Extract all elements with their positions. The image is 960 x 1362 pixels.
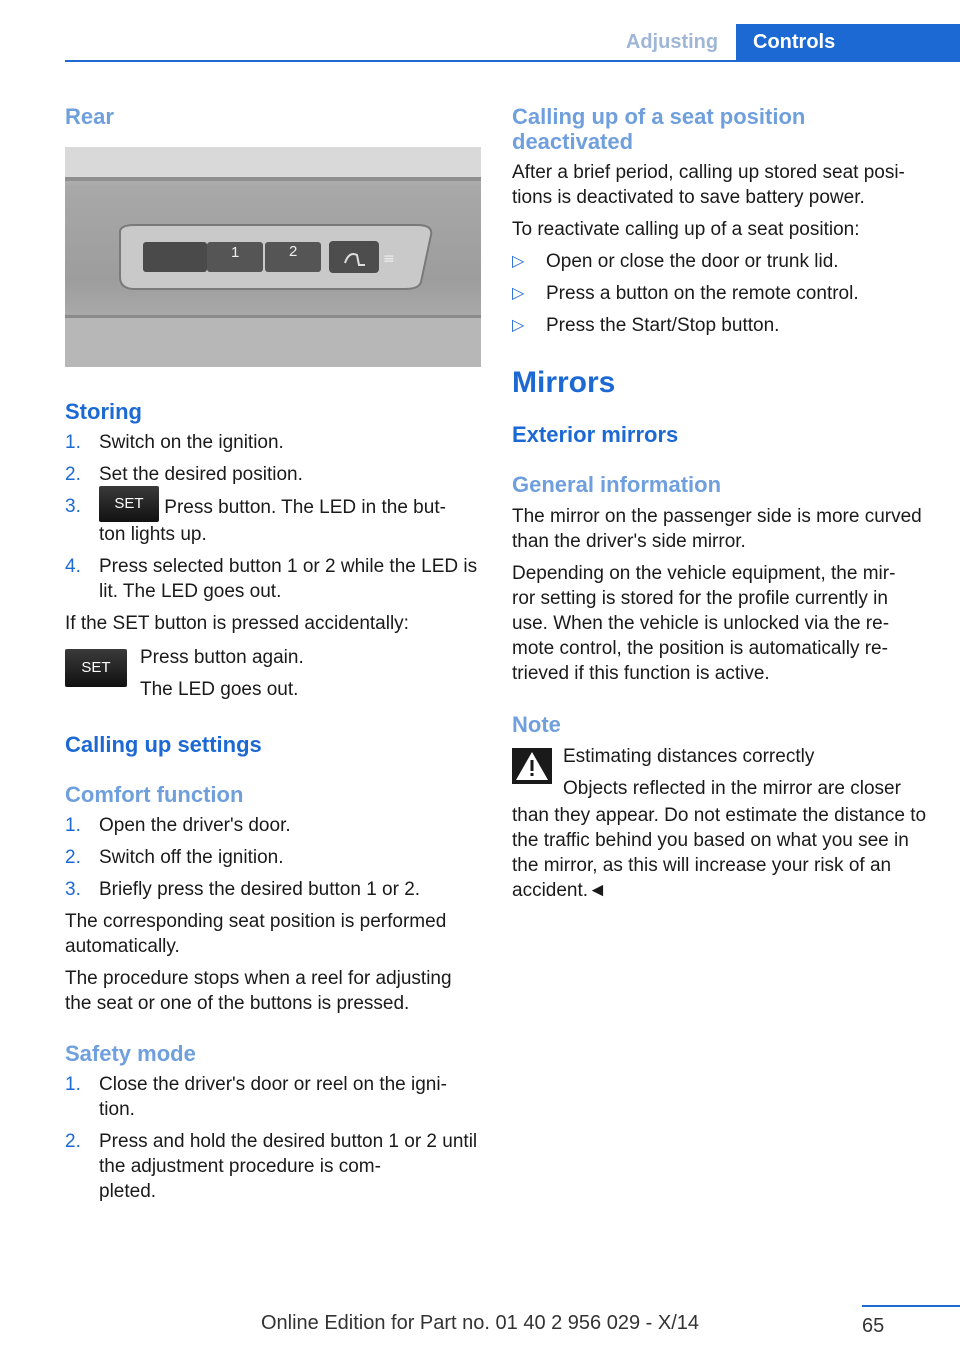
photo-button-1-label: 1: [231, 244, 240, 261]
list-item: 1. Close the driver's door or reel on the igni- tion.: [65, 1074, 447, 1120]
note-box: [512, 744, 928, 808]
right-column: [512, 100, 928, 903]
set-hint: [65, 645, 481, 713]
note-rest: than they appear. Do not estimate the distance to the traffic behind you based on what you see in the mirror, as this will increase your risk of an accident.◄: [512, 805, 927, 901]
list-item: ▷ Open or close the door or trunk lid.: [512, 251, 839, 272]
general-para-2: Depending on the vehicle equipment, the mir- ror setting is stored for the profile currently in use. When the vehicle is unlocked via the re- mote control, the position is automatically re- trieved if this function is active.: [512, 563, 896, 684]
list-item: 2. Switch off the ignition.: [65, 847, 284, 868]
note-heading: Note: [512, 712, 561, 737]
note-line-1: Objects reflected in the mirror are closer: [563, 778, 901, 799]
mirrors-heading: Mirrors: [512, 366, 616, 399]
safety-heading: Safety mode: [65, 1041, 196, 1066]
comfort-heading: Comfort function: [65, 782, 244, 807]
edition-footer: Online Edition for Part no. 01 40 2 956 029 - X/14: [260, 1312, 700, 1334]
list-item: ▷ Press a button on the remote control.: [512, 283, 859, 304]
accidental-text: If the SET button is pressed accidentally:: [65, 613, 409, 634]
calling-heading: Calling up settings: [65, 732, 262, 757]
list-item: 2. Set the desired position.: [65, 464, 303, 485]
list-item: ▷ Press the Start/Stop button.: [512, 315, 780, 336]
accidental-line1: Press button again.: [140, 647, 304, 668]
set-button-icon: SET: [99, 486, 159, 522]
deactivated-heading: Calling up of a seat position deactivated: [512, 104, 806, 154]
deactivated-para-2: To reactivate calling up of a seat position:: [512, 219, 860, 240]
list-item: 2. Press and hold the desired button 1 or 2 until the adjustment procedure is com- pleted.: [65, 1131, 478, 1202]
safety-steps: [65, 1072, 481, 1204]
comfort-steps: [65, 813, 481, 902]
set-button-icon: SET: [65, 649, 127, 687]
photo-button-2-label: 2: [289, 243, 298, 260]
note-title: Estimating distances correctly: [563, 746, 815, 767]
list-item: 4. Press selected button 1 or 2 while the LED is lit. The LED goes out.: [65, 556, 478, 602]
list-item: 3. SET Press button. The LED in the but- ton lights up.: [65, 494, 481, 547]
list-item: 1. Open the driver's door.: [65, 815, 291, 836]
left-column: [65, 100, 481, 1211]
general-para-1: The mirror on the passenger side is more curved than the driver's side mirror.: [512, 506, 922, 552]
list-item: 1. Switch on the ignition.: [65, 432, 284, 453]
memory-buttons-photo: [65, 147, 481, 367]
warning-icon: [512, 748, 552, 784]
svg-text:≡: ≡: [383, 251, 395, 267]
exterior-heading: Exterior mirrors: [512, 422, 679, 447]
page-number-rule: [862, 1305, 960, 1307]
header-rule: [65, 60, 960, 62]
page-number: 65: [862, 1315, 885, 1337]
header-section: Adjusting: [625, 31, 719, 53]
deactivated-para-1: After a brief period, calling up stored seat posi- tions is deactivated to save battery power.: [512, 162, 905, 208]
accidental-line2: The LED goes out.: [140, 679, 299, 700]
comfort-para-2: The procedure stops when a reel for adjusting the seat or one of the buttons is pressed.: [65, 968, 452, 1014]
storing-heading: Storing: [65, 399, 142, 424]
comfort-para-1: The corresponding seat position is performed automatically.: [65, 911, 447, 957]
general-heading: General information: [512, 472, 722, 497]
storing-steps: [65, 430, 481, 604]
reactivate-bullets: [512, 249, 928, 338]
list-item: 3. Briefly press the desired button 1 or 2.: [65, 879, 421, 900]
rear-heading: Rear: [65, 104, 114, 129]
header-chapter: Controls: [736, 24, 960, 61]
